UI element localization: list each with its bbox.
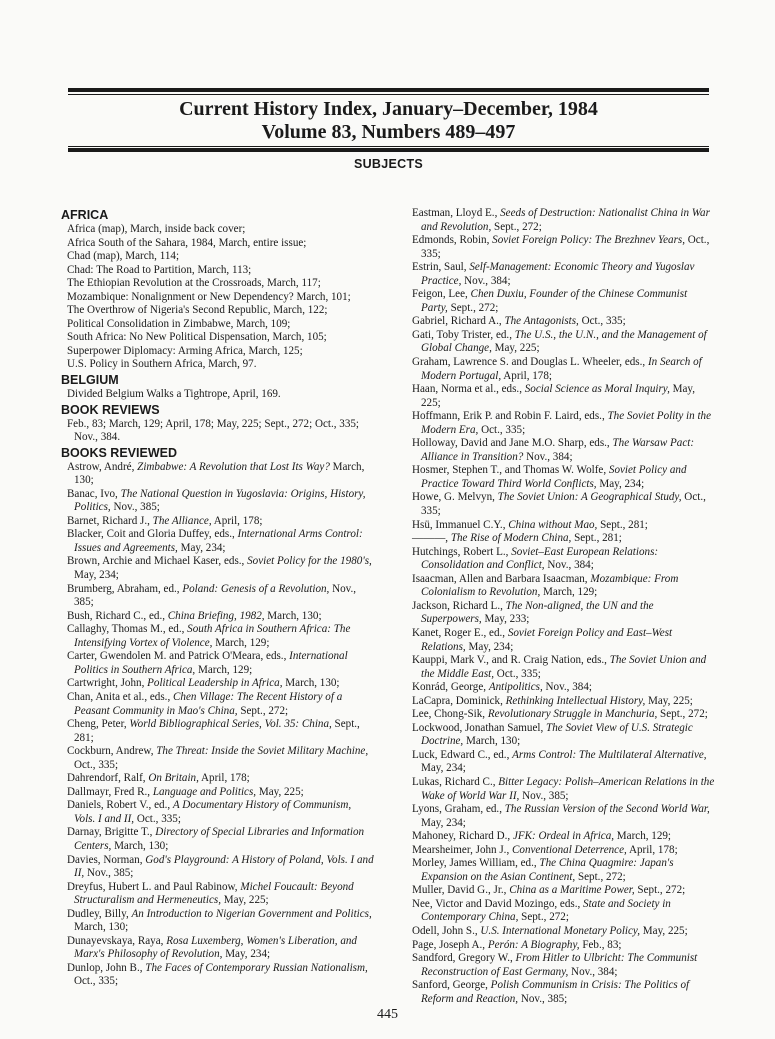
- entry-text: March, 129;: [212, 636, 270, 649]
- index-entry: [60, 610, 375, 624]
- index-entry: [60, 331, 375, 345]
- entry-title: China without Mao,: [508, 518, 598, 531]
- entry-title: Chen Duxiu, Founder of the Chinese Communist Party,: [421, 288, 688, 314]
- index-entry: [412, 952, 716, 979]
- entry-text: Dahrendorf, Ralf,: [67, 772, 149, 785]
- entry-text: Feigon, Lee,: [412, 288, 471, 301]
- entry-title: Arms Control: The Multilateral Alternative,: [512, 748, 707, 761]
- index-entry: [412, 654, 716, 681]
- index-entry: [60, 745, 375, 772]
- entry-text: Jackson, Richard L.,: [412, 599, 506, 612]
- index-entry: [60, 418, 375, 445]
- entry-text: Oct., 335;: [478, 423, 526, 436]
- entry-text: Sept., 272;: [575, 870, 626, 883]
- entry-text: April, 178;: [198, 772, 250, 785]
- entry-title: Social Science as Moral Inquiry,: [524, 383, 670, 396]
- index-entry: [60, 237, 375, 251]
- entry-text: Eastman, Lloyd E.,: [412, 207, 501, 219]
- index-entry: [60, 799, 375, 826]
- entry-text: Chad (map), March, 114;: [67, 250, 180, 263]
- entry-text: Luck, Edward C., ed.,: [412, 748, 513, 761]
- index-entry: [60, 345, 375, 359]
- entry-text: May, 225;: [421, 383, 696, 409]
- entry-text: Chan, Anita et al., eds.,: [67, 690, 173, 703]
- entry-title: Soviet Foreign Policy and East–West Relations,: [421, 626, 673, 653]
- entry-text: Nov., 385;: [519, 789, 569, 802]
- middle-rule-thin: [68, 146, 709, 147]
- entry-text: Mahoney, Richard D.,: [412, 830, 513, 843]
- entry-title: Perón: A Biography,: [487, 938, 580, 951]
- entry-title: The National Question in Yugoslavia: Origins, History, Politics,: [74, 487, 366, 514]
- entry-text: Nov., 384;: [523, 450, 573, 463]
- entry-text: Edmonds, Robin,: [412, 234, 493, 247]
- entry-text: Astrow, André,: [67, 460, 138, 473]
- entry-text: Konrád, George,: [412, 681, 489, 694]
- entry-text: May, 234;: [74, 569, 119, 582]
- entry-text: Sept., 272;: [634, 884, 686, 897]
- entry-text: Nov., 384;: [461, 274, 511, 287]
- entry-text: Dallmayr, Fred R.,: [67, 785, 153, 798]
- entry-text: Lee, Chong-Sik,: [412, 708, 488, 721]
- entry-title: The Antagonists,: [504, 315, 579, 328]
- entry-title: Conventional Deterrence,: [512, 843, 627, 856]
- entry-text: Nov., 385;: [110, 501, 160, 514]
- entry-text: Nov., 384;: [542, 681, 592, 694]
- index-entry: [412, 437, 716, 464]
- entry-text: Sept., 272;: [518, 911, 569, 924]
- entry-text: Dreyfus, Hubert L. and Paul Rabinow,: [67, 880, 241, 893]
- entry-text: March, 129;: [614, 830, 672, 843]
- entry-text: Nov., 384;: [544, 559, 594, 572]
- entry-text: Mozambique: Nonalignment or New Dependency? March, 101;: [67, 290, 351, 303]
- entry-title: JFK: Ordeal in Africa,: [512, 830, 615, 843]
- entry-text: May, 225;: [645, 694, 693, 707]
- entry-title: State and Society in Contemporary China,: [421, 897, 671, 924]
- entry-title: Chen Village: The Recent History of a Peasant Community in Mao's China,: [74, 690, 343, 717]
- index-entry: [412, 803, 716, 830]
- index-entry: [412, 979, 716, 1006]
- index-entry: [412, 844, 716, 858]
- entry-text: Sept., 281;: [571, 532, 622, 545]
- entry-title: The U.S., the U.N., and the Management of Global Change,: [421, 328, 707, 355]
- index-entry: [412, 776, 716, 803]
- index-entry: [60, 291, 375, 305]
- entry-title: In Search of Modern Portugal,: [421, 356, 702, 382]
- entry-text: Lockwood, Jonathan Samuel,: [412, 721, 547, 734]
- entry-text: Kanet, Roger E., ed.,: [412, 626, 508, 639]
- entry-text: Dudley, Billy,: [67, 907, 132, 920]
- entry-title: World Bibliographical Series, Vol. 35: China,: [129, 718, 332, 731]
- entry-title: Soviet Policy for the 1980's,: [247, 555, 372, 568]
- entry-title: The Soviet Union: A Geographical Study,: [497, 491, 682, 504]
- index-entry: [60, 461, 375, 488]
- entry-text: Hutchings, Robert L.,: [412, 545, 512, 558]
- index-entry: [412, 261, 716, 288]
- index-entry: [60, 772, 375, 786]
- entry-text: Sandford, Gregory W.,: [412, 952, 516, 965]
- entry-title: Antipolitics,: [488, 681, 543, 694]
- entry-text: Howe, G. Melvyn,: [412, 491, 498, 504]
- index-entry: [60, 277, 375, 291]
- index-title: Current History Index, January–December, 1984: [179, 98, 598, 120]
- index-entry: [412, 329, 716, 356]
- entry-text: Graham, Lawrence S. and Douglas L. Wheeler, eds.,: [412, 356, 648, 369]
- index-entry: [412, 383, 716, 410]
- entry-title: The Non-aligned, the UN and the Superpowers,: [421, 599, 654, 626]
- entry-text: Banac, Ivo,: [67, 487, 121, 500]
- entry-text: Cartwright, John,: [67, 677, 148, 690]
- entry-text: April, 178;: [211, 514, 263, 527]
- entry-text: Sept., 272;: [447, 301, 499, 314]
- entry-title: International Arms Control: Issues and Agreements,: [74, 528, 363, 554]
- index-entry: [60, 881, 375, 908]
- index-entry: [60, 488, 375, 515]
- entry-text: Sept., 272;: [237, 704, 289, 717]
- entry-text: March, 130;: [111, 839, 169, 852]
- entry-title: A Documentary History of Communism, Vols. I and II,: [74, 799, 352, 825]
- entry-text: Cockburn, Andrew,: [67, 745, 157, 758]
- index-entry: [412, 315, 716, 329]
- entry-title: Poland: Genesis of a Revolution,: [182, 582, 330, 595]
- entry-title: Language and Politics,: [152, 785, 257, 798]
- entry-title: Michel Foucault: Beyond Structuralism and Hermeneutics,: [74, 880, 354, 907]
- entry-title: Directory of Special Libraries and Information Centers,: [74, 826, 365, 852]
- entry-text: Brumberg, Abraham, ed.,: [67, 582, 183, 595]
- entry-text: Hsü, Immanuel C.Y.,: [412, 518, 509, 531]
- entry-text: Nov., 385;: [518, 992, 568, 1005]
- entry-text: Dunayevskaya, Raya,: [67, 934, 167, 947]
- index-entry: [412, 627, 716, 654]
- entry-text: April, 178;: [626, 843, 678, 856]
- entry-title: Soviet–East European Relations: Consolidation and Conflict,: [421, 545, 659, 572]
- page-number: 445: [377, 1007, 398, 1022]
- index-entry: [412, 939, 716, 953]
- index-entry: [412, 722, 716, 749]
- index-entry: [412, 234, 716, 261]
- index-entry: [412, 464, 716, 491]
- entry-text: Daniels, Robert V., ed.,: [67, 799, 173, 812]
- entry-text: Oct., 335;: [578, 315, 626, 328]
- entry-text: Gati, Toby Trister, ed.,: [412, 328, 515, 341]
- index-entry: [60, 650, 375, 677]
- entry-title: The Warsaw Pact: Alliance in Transition?: [421, 437, 695, 463]
- volume-title: Volume 83, Numbers 489–497: [261, 121, 516, 143]
- entry-text: Nee, Victor and David Mozingo, eds.,: [412, 897, 584, 910]
- entry-title: From Hitler to Ulbricht: The Communist Reconstruction of East Germany,: [421, 952, 698, 978]
- index-entry: [60, 528, 375, 555]
- entry-text: Cheng, Peter,: [67, 718, 130, 731]
- entry-text: Sept., 281;: [597, 518, 648, 531]
- entry-text: Blacker, Coit and Gloria Duffey, eds.,: [67, 528, 238, 541]
- entry-title: The China Quagmire: Japan's Expansion on the Asian Continent,: [421, 857, 674, 883]
- index-entry: [412, 600, 716, 627]
- index-entry: [60, 826, 375, 853]
- entry-text: Barnet, Richard J.,: [67, 514, 153, 527]
- entry-text: Isaacman, Allen and Barbara Isaacman,: [412, 572, 591, 585]
- index-entry: [412, 207, 716, 234]
- entry-text: Feb., 83; March, 129; April, 178; May, 225; Sept., 272; Oct., 335; Nov., 384.: [67, 417, 360, 444]
- entry-text: Africa South of the Sahara, 1984, March, entire issue;: [67, 236, 307, 249]
- entry-title: China as a Maritime Power,: [509, 884, 635, 897]
- index-entry: [412, 749, 716, 776]
- index-entry: [60, 250, 375, 264]
- entry-text: Muller, David G., Jr.,: [412, 884, 510, 897]
- entry-text: Africa (map), March, inside back cover;: [67, 223, 246, 235]
- index-entry: [412, 546, 716, 573]
- index-entry: [412, 708, 716, 722]
- entry-title: The Faces of Contemporary Russian Nationalism,: [145, 961, 368, 974]
- entry-title: The Alliance,: [152, 514, 212, 527]
- entry-text: Political Consolidation in Zimbabwe, March, 109;: [67, 317, 291, 330]
- entry-text: Oct., 335;: [494, 667, 541, 680]
- index-entry: [60, 318, 375, 332]
- entry-title: South Africa in Southern Africa: The Intensifying Vortex of Violence,: [74, 623, 351, 649]
- entry-text: March, 130;: [264, 609, 322, 622]
- right-column: [412, 207, 716, 1006]
- entry-text: Feb., 83;: [579, 938, 622, 951]
- entry-text: Morley, James William, ed.,: [412, 857, 540, 870]
- entry-text: April, 178;: [501, 369, 552, 382]
- entry-text: Oct., 335;: [74, 975, 119, 988]
- entry-text: March, 130;: [74, 921, 129, 934]
- index-entry: [60, 908, 375, 935]
- category-heading: BELGIUM: [61, 373, 119, 388]
- entry-text: Hoffmann, Erik P. and Robin F. Laird, eds.,: [412, 410, 608, 423]
- entry-title: The Soviet Union and the Middle East,: [421, 654, 707, 680]
- entry-text: Davies, Norman,: [67, 853, 146, 866]
- index-entry: [60, 935, 375, 962]
- entry-title: U.S. International Monetary Policy,: [480, 924, 641, 937]
- entry-text: Sanford, George,: [412, 979, 491, 992]
- entry-title: Rethinking Intellectual History,: [505, 694, 646, 707]
- entry-text: Nov., 385;: [74, 582, 357, 609]
- top-rule-thick: [68, 88, 709, 92]
- top-rule-thin: [68, 94, 709, 95]
- index-entry: [412, 857, 716, 884]
- index-entry: [60, 555, 375, 582]
- index-entry: [412, 491, 716, 518]
- entry-title: International Politics in Southern Africa,: [74, 650, 348, 676]
- entry-text: Page, Joseph A.,: [412, 938, 488, 951]
- entry-text: Odell, John S.,: [412, 924, 481, 937]
- entry-text: Chad: The Road to Partition, March, 113;: [67, 263, 252, 276]
- entry-text: Oct., 335;: [134, 812, 181, 825]
- index-entry: [412, 410, 716, 437]
- entry-text: Superpower Diplomacy: Arming Africa, March, 125;: [67, 344, 303, 357]
- entry-text: Oct., 335;: [421, 234, 710, 260]
- entry-text: The Overthrow of Nigeria's Second Republic, March, 122;: [67, 304, 328, 317]
- entry-text: May, 234;: [222, 948, 271, 961]
- index-entry: [60, 515, 375, 529]
- middle-rule-thick: [68, 148, 709, 152]
- category-heading: BOOKS REVIEWED: [61, 445, 177, 460]
- entry-text: Hosmer, Stephen T., and Thomas W. Wolfe,: [412, 464, 609, 477]
- entry-text: Nov., 385;: [84, 867, 134, 880]
- entry-text: Gabriel, Richard A.,: [412, 315, 505, 328]
- entry-text: Estrin, Saul,: [412, 261, 470, 274]
- index-entry: [412, 573, 716, 600]
- index-entry: [412, 356, 716, 383]
- index-entry: [412, 695, 716, 709]
- entry-text: Haan, Norma et al., eds.,: [412, 383, 525, 396]
- index-entry: [412, 519, 716, 533]
- entry-title: Soviet Foreign Policy: The Brezhnev Years,: [492, 234, 686, 247]
- entry-text: Sept., 272;: [657, 708, 708, 721]
- entry-text: Callaghy, Thomas M., ed.,: [67, 623, 188, 636]
- entry-text: May, 234;: [177, 541, 226, 554]
- index-entry: [60, 264, 375, 278]
- entry-text: ———,: [412, 532, 451, 545]
- entry-text: Dunlop, John B.,: [67, 961, 146, 974]
- entry-text: Sept., 281;: [74, 718, 360, 744]
- index-entry: [60, 583, 375, 610]
- entry-text: Lyons, Graham, ed.,: [412, 803, 505, 816]
- category-heading: BOOK REVIEWS: [61, 402, 160, 417]
- entry-text: Oct., 335;: [74, 758, 119, 771]
- entry-title: Soviet Policy and Practice Toward Third World Conflicts,: [421, 464, 687, 490]
- entry-text: Nov., 384;: [568, 965, 618, 978]
- entry-text: Bush, Richard C., ed.,: [67, 609, 168, 622]
- entry-text: March, 129;: [195, 663, 253, 676]
- entry-text: May, 225;: [491, 342, 540, 355]
- entry-text: March, 130;: [463, 735, 521, 748]
- entry-text: May, 225;: [640, 924, 688, 937]
- entry-text: May, 234;: [421, 762, 466, 775]
- entry-title: Rosa Luxemberg, Women's Liberation, and Marx's Philosophy of Revolution,: [74, 934, 357, 961]
- entry-text: Darnay, Brigitte T.,: [67, 826, 156, 839]
- entry-text: Lukas, Richard C.,: [412, 775, 499, 788]
- index-entry: [60, 304, 375, 318]
- entry-text: May, 233;: [481, 613, 530, 626]
- entry-text: U.S. Policy in Southern Africa, March, 97.: [67, 358, 257, 371]
- entry-title: The Russian Version of the Second World War,: [504, 803, 710, 816]
- index-entry: [60, 718, 375, 745]
- entry-title: Political Leadership in Africa,: [147, 677, 283, 690]
- entry-title: Seeds of Destruction: Nationalist China in War and Revolution,: [421, 207, 710, 233]
- entry-title: Self-Management: Economic Theory and Yugoslav Practice,: [421, 261, 695, 287]
- left-column: [61, 207, 375, 989]
- entry-title: An Introduction to Nigerian Government and Politics,: [131, 907, 372, 920]
- entry-text: Brown, Archie and Michael Kaser, eds.,: [67, 555, 248, 568]
- section-heading: SUBJECTS: [353, 157, 424, 171]
- index-entry: [60, 854, 375, 881]
- index-entry: [412, 532, 716, 546]
- index-entry: [412, 681, 716, 695]
- entry-title: God's Playground: A History of Poland, Vols. I and II,: [74, 853, 374, 880]
- category-heading: AFRICA: [61, 208, 109, 222]
- entry-text: The Ethiopian Revolution at the Crossroads, March, 117;: [67, 277, 321, 290]
- entry-text: LaCapra, Dominick,: [412, 694, 506, 707]
- index-entry: [60, 223, 375, 237]
- index-entry: [60, 358, 375, 372]
- entry-text: March, 130;: [282, 677, 340, 690]
- entry-title: The Threat: Inside the Soviet Military Machine,: [156, 745, 369, 758]
- entry-title: China Briefing, 1982,: [167, 609, 265, 622]
- index-entry: [412, 830, 716, 844]
- entry-title: Bitter Legacy: Polish–American Relations in the Wake of World War II,: [421, 775, 715, 802]
- entry-text: Kauppi, Mark V., and R. Craig Nation, eds.,: [412, 654, 610, 667]
- entry-text: Holloway, David and Jane M.O. Sharp, eds.,: [412, 437, 613, 450]
- entry-title: Mozambique: From Colonialism to Revolution,: [421, 572, 679, 599]
- index-entry: [412, 288, 716, 315]
- entry-text: Mearsheimer, John J.,: [412, 843, 512, 856]
- index-entry: [60, 962, 375, 989]
- index-entry: [412, 898, 716, 925]
- entry-text: March, 129;: [540, 586, 598, 599]
- entry-text: May, 234;: [596, 477, 645, 490]
- entry-text: May, 225;: [256, 785, 304, 798]
- entry-title: The Soviet View of U.S. Strategic Doctrine,: [421, 721, 693, 748]
- entry-title: Zimbabwe: A Revolution that Lost Its Way?: [137, 460, 330, 473]
- entry-text: Sept., 272;: [491, 220, 542, 233]
- entry-text: Divided Belgium Walks a Tightrope, April, 169.: [67, 388, 281, 401]
- entry-title: Revolutionary Struggle in Manchuria,: [487, 708, 658, 721]
- entry-text: May, 225;: [220, 894, 269, 907]
- entry-text: Carter, Gwendolen M. and Patrick O'Meara, eds.,: [67, 650, 290, 663]
- entry-text: Oct., 335;: [421, 491, 706, 518]
- entry-text: May, 234;: [421, 816, 466, 829]
- entry-text: May, 234;: [465, 640, 514, 653]
- entry-text: South Africa: No New Political Dispensation, March, 105;: [67, 331, 327, 344]
- entry-text: March, 130;: [74, 460, 365, 487]
- index-entry: [60, 677, 375, 691]
- index-entry: [412, 884, 716, 898]
- entry-title: Polish Communism in Crisis: The Politics of Reform and Reaction,: [421, 979, 690, 1005]
- index-entry: [60, 691, 375, 718]
- index-entry: [60, 786, 375, 800]
- entry-title: The Soviet Polity in the Modern Era,: [421, 410, 712, 436]
- index-entry: [60, 388, 375, 402]
- index-entry: [60, 623, 375, 650]
- index-entry: [412, 925, 716, 939]
- entry-title: The Rise of Modern China,: [450, 532, 572, 545]
- entry-title: On Britain,: [148, 772, 199, 785]
